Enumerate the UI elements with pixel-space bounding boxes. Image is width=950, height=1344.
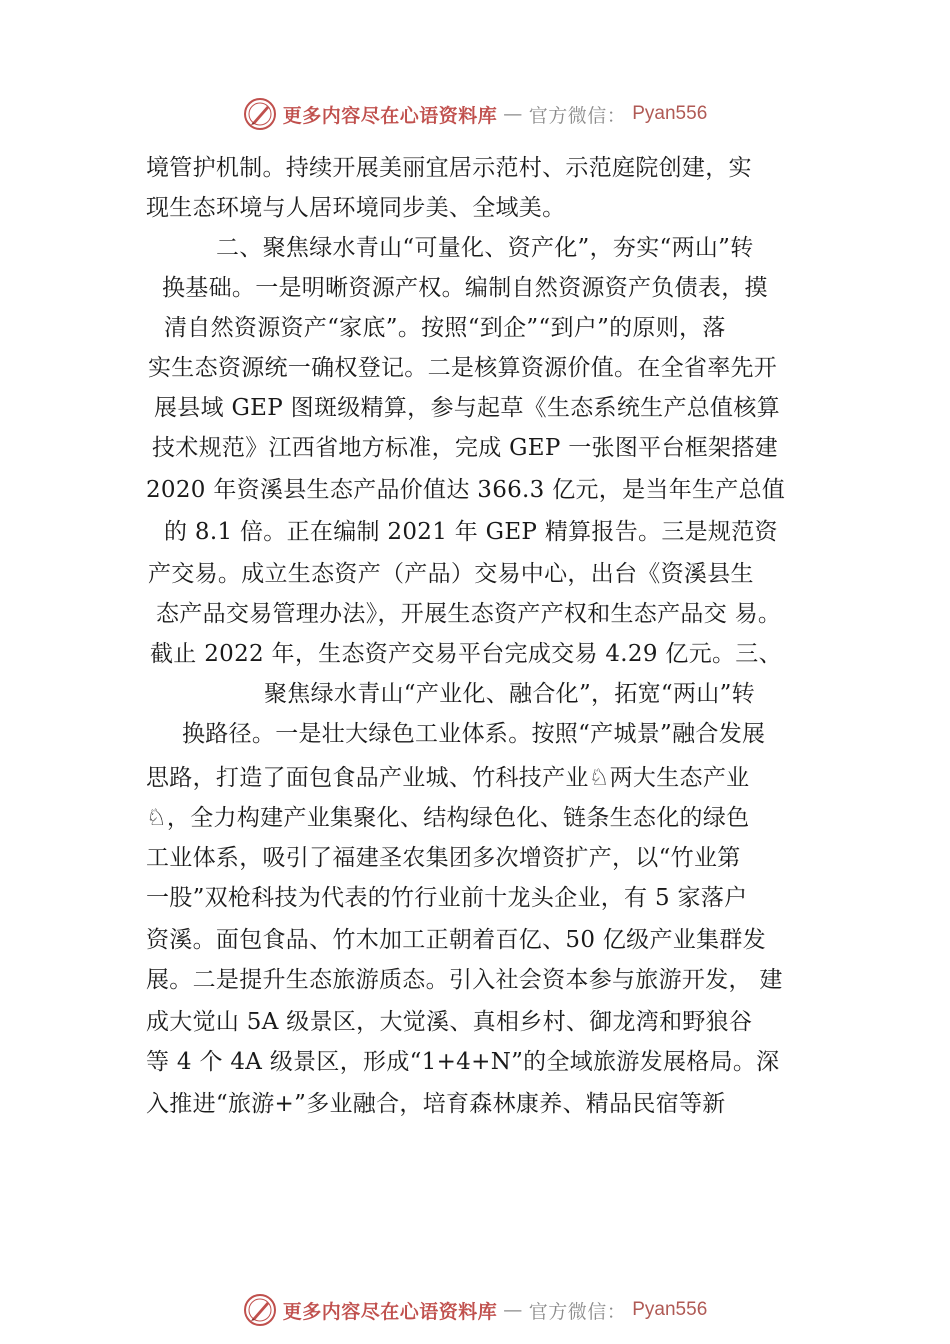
body-line: 成大觉山 5A 级景区，大觉溪、真相乡村、御龙湾和野狼谷	[146, 1009, 753, 1035]
body-line: 入推进“旅游+”多业融合，培育森林康养、精品民宿等新	[146, 1091, 726, 1117]
watermark-dash: —	[503, 103, 523, 125]
body-line: 等 4 个 4A 级景区，形成“1+4+N”的全域旅游发展格局。深	[146, 1049, 780, 1075]
body-line: 展。二是提升生态旅游质态。引入社会资本参与旅游开发， 建	[146, 967, 783, 993]
watermark-dash: —	[503, 1299, 523, 1321]
body-line: 清自然资源资产“家底”。按照“到企”“到户”的原则，落	[164, 315, 726, 341]
body-line: 境管护机制。持续开展美丽宜居示范村、示范庭院创建，实	[146, 155, 752, 181]
body-line: 的 8.1 倍。正在编制 2021 年 GEP 精算报告。三是规范资	[164, 519, 778, 545]
body-line: 换基础。一是明晰资源产权。编制自然资源资产负债表，摸	[162, 275, 768, 301]
watermark-site-text: 更多内容尽在心语资料库	[282, 104, 498, 127]
body-line: 2020 年资溪县生态产品价值达 366.3 亿元，是当年生产总值	[146, 477, 786, 503]
body-line: 资溪。面包食品、竹木加工正朝着百亿、50 亿级产业集群发	[146, 927, 766, 953]
quill-seal-icon	[243, 1293, 277, 1327]
watermark-wechat-label: 官方微信：	[528, 1300, 627, 1323]
body-line: 现生态环境与人居环境同步美、全域美。	[146, 195, 566, 221]
body-line: 二、聚焦绿水青山“可量化、资产化”，夯实“两山”转	[216, 235, 754, 261]
quill-seal-icon	[243, 97, 277, 131]
body-line: 产交易。成立生态资产（产品）交易中心，出台《资溪县生	[148, 561, 754, 587]
header-watermark	[0, 94, 950, 134]
watermark-site-text: 更多内容尽在心语资料库	[282, 1300, 498, 1323]
body-line: 工业体系，吸引了福建圣农集团多次增资扩产，以“竹业第	[146, 845, 741, 871]
body-line: 态产品交易管理办法》，开展生态资产产权和生态产品交 易。	[156, 601, 782, 627]
body-line: 展县域 GEP 图斑级精算，参与起草《生态系统生产总值核算	[154, 395, 780, 421]
body-line: 思路，打造了面包食品产业城、竹科技产业♘两大生态产业	[146, 765, 750, 791]
watermark-wechat-label: 官方微信：	[528, 104, 627, 127]
footer-watermark	[0, 1290, 950, 1330]
body-line: 聚焦绿水青山“产业化、融合化”，拓宽“两山”转	[264, 681, 755, 707]
watermark-handle: Pyan556	[632, 1299, 708, 1320]
body-line: 一股”双枪科技为代表的竹行业前十龙头企业，有 5 家落户	[146, 885, 748, 911]
body-line: 实生态资源统一确权登记。二是核算资源价值。在全省率先开	[148, 355, 778, 381]
body-line: 换路径。一是壮大绿色工业体系。按照“产城景”融合发展	[182, 721, 766, 747]
watermark-handle: Pyan556	[632, 103, 708, 124]
body-line: 技术规范》江西省地方标准，完成 GEP 一张图平台框架搭建	[152, 435, 778, 461]
body-line: 截止 2022 年，生态资产交易平台完成交易 4.29 亿元。三、	[150, 641, 782, 667]
body-line: ♘，全力构建产业集聚化、结构绿色化、链条生态化的绿色	[146, 805, 750, 831]
